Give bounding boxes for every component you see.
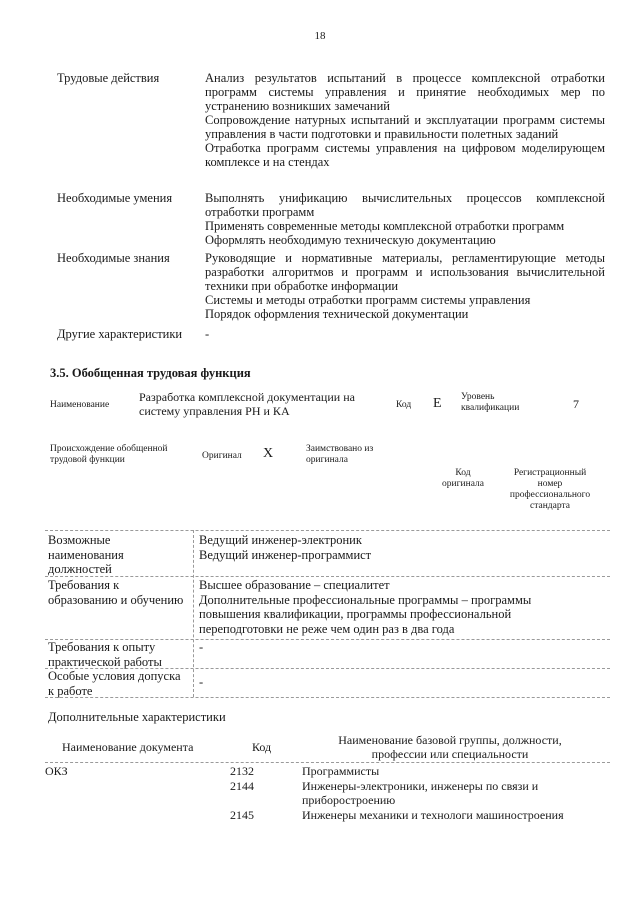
reg-number-label: Регистрационный номер профессионального стандарта: [509, 468, 591, 511]
occupation-code: 2132: [230, 764, 254, 778]
page-number: 18: [314, 30, 326, 42]
knowledge-list: [205, 251, 605, 321]
experience-value: -: [199, 640, 204, 654]
labor-action-item: Анализ результатов испытаний в процессе комплексной отработки программ системы управления и принятие необходимых мер по устранению возникших замечаний: [205, 71, 605, 113]
col-code-header: Код: [252, 740, 272, 754]
occupation-code: 2145: [230, 808, 254, 822]
position-item: Ведущий инженер-программист: [199, 547, 372, 562]
skill-item: Оформлять необходимую техническую документацию: [205, 233, 496, 247]
labor-action-item: Отработка программ системы управления на цифровом моделирующем комплексе и на стендах: [205, 141, 605, 169]
labor-action-item: Сопровождение натурных испытаний и эксплуатации программ системы управления в части подготовки и правильности полетных заданий: [205, 113, 605, 141]
knowledge-item: Системы и методы отработки программ системы управления: [205, 293, 531, 307]
doc-name: ОКЗ: [45, 764, 68, 778]
original-mark: X: [263, 446, 274, 461]
special-conditions-label: Особые условия допуска к работе: [48, 669, 181, 698]
additional-title: Дополнительные характеристики: [48, 710, 226, 724]
skill-item: Применять современные методы комплексной отработки программ: [205, 219, 565, 233]
table-border: [45, 762, 610, 763]
knowledge-label: Необходимые знания: [57, 251, 170, 265]
skills-list: [205, 191, 605, 247]
origin-code-label: Код оригинала: [442, 468, 484, 489]
knowledge-item: Руководящие и нормативные материалы, регламентирующие методы разработки алгоритмов и программ и использования вычислительной техники при обработке информации: [205, 251, 605, 293]
borrowed-label: Заимствовано из оригинала: [306, 444, 374, 465]
occupation-name: Программисты: [302, 764, 380, 778]
section-title: 3.5. Обобщенная трудовая функция: [50, 366, 251, 380]
special-conditions-value: -: [199, 675, 204, 689]
occupation-name: Инженеры-электроники, инженеры по связи и приборостроению: [302, 779, 539, 807]
occupation-code: 2144: [230, 779, 254, 793]
labor-actions-list: [205, 71, 605, 169]
knowledge-item: Порядок оформления технической документации: [205, 307, 469, 321]
code-label: Код: [396, 400, 412, 410]
level-value: 7: [573, 397, 579, 411]
original-label: Оригинал: [202, 451, 242, 461]
name-value: Разработка комплексной документации на систему управления РН и КА: [139, 390, 355, 418]
table-border: [45, 530, 610, 531]
position-item: Ведущий инженер-электроник: [199, 533, 362, 547]
labor-actions-label: Трудовые действия: [57, 71, 160, 85]
occupation-name: Инженеры механики и технологи машиностроения: [302, 808, 564, 822]
education-label: Требования к образованию и обучению: [48, 578, 184, 607]
other-characteristics-label: Другие характеристики: [57, 327, 183, 341]
name-label: Наименование: [50, 400, 110, 410]
education-list: [199, 578, 539, 636]
code-value: E: [433, 396, 442, 411]
table-divider: [193, 530, 194, 697]
skills-label: Необходимые умения: [57, 191, 173, 205]
origin-label: Происхождение обобщенной трудовой функции: [50, 444, 168, 465]
education-item: Дополнительные профессиональные программы – программы повышения квалификации, программы профессиональной переподготовки не реже чем один раз в два года: [199, 592, 532, 636]
education-item: Высшее образование – специалитет: [199, 578, 390, 592]
col-name-header: Наименование базовой группы, должности, профессии или специальности: [338, 733, 562, 761]
col-doc-header: Наименование документа: [62, 740, 194, 754]
experience-label: Требования к опыту практической работы: [48, 640, 162, 669]
positions-list: [199, 533, 599, 562]
other-characteristics-value: -: [205, 327, 210, 341]
skill-item: Выполнять унификацию вычислительных процессов комплексной отработки программ: [205, 191, 605, 219]
positions-label: Возможные наименования должностей: [48, 533, 124, 576]
level-label: Уровень квалификации: [461, 392, 520, 413]
